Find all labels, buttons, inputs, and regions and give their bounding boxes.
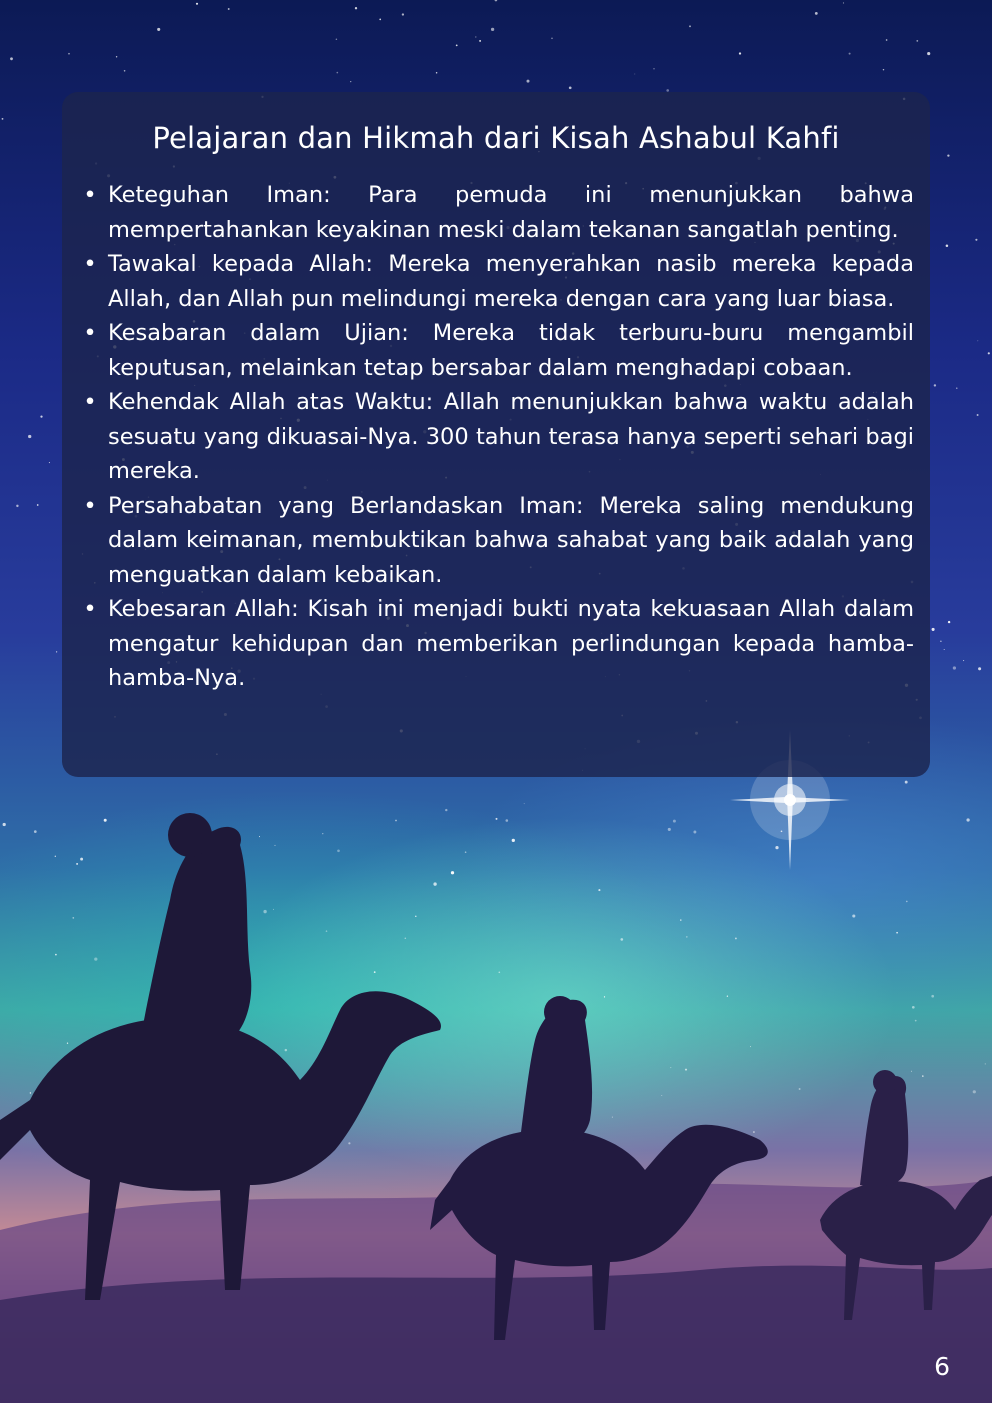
lesson-list xyxy=(78,178,914,696)
page-title: Pelajaran dan Hikmah dari Kisah Ashabul Kahfi xyxy=(152,121,840,155)
bullet-icon: • xyxy=(83,492,97,519)
list-item-text: Tawakal kepada Allah: Mereka menyerahkan nasib mereka kepada Allah, dan Allah pun melindungi mereka dengan cara yang luar biasa. xyxy=(108,251,914,312)
list-item-text: Keteguhan Iman: Para pemuda ini menunjukkan bahwa mempertahankan keyakinan meski dalam tekanan sangatlah penting. xyxy=(108,182,914,243)
bullet-icon: • xyxy=(83,389,97,415)
bullet-icon: • xyxy=(83,596,97,622)
bullet-icon: • xyxy=(83,251,97,277)
list-item-text: Kesabaran dalam Ujian: Mereka tidak terburu-buru mengambil keputusan, melainkan tetap bersabar dalam menghadapi cobaan. xyxy=(108,320,914,381)
list-item xyxy=(78,178,914,247)
bullet-icon: • xyxy=(83,320,97,346)
bullet-icon: • xyxy=(83,182,97,208)
list-item xyxy=(78,385,914,489)
list-item-text: Persahabatan yang Berlandaskan Iman: Mereka saling mendukung dalam keimanan, membuktikan bahwa sahabat yang baik adalah yang menguatkan dalam kebaikan. xyxy=(108,492,914,588)
list-item-text: Kebesaran Allah: Kisah ini menjadi bukti nyata kekuasaan Allah dalam mengatur kehidupan dan memberikan perlindungan kepada hamba-hamba-Nya. xyxy=(108,596,914,691)
list-item xyxy=(78,592,914,696)
list-item xyxy=(78,489,914,593)
list-item xyxy=(78,316,914,385)
list-item xyxy=(78,247,914,316)
page-number: 6 xyxy=(934,1352,950,1381)
list-item-text: Kehendak Allah atas Waktu: Allah menunjukkan bahwa waktu adalah sesuatu yang dikuasai-Nya. 300 tahun terasa hanya seperti sehari bagi mereka. xyxy=(108,389,914,484)
lesson-panel xyxy=(62,92,930,777)
